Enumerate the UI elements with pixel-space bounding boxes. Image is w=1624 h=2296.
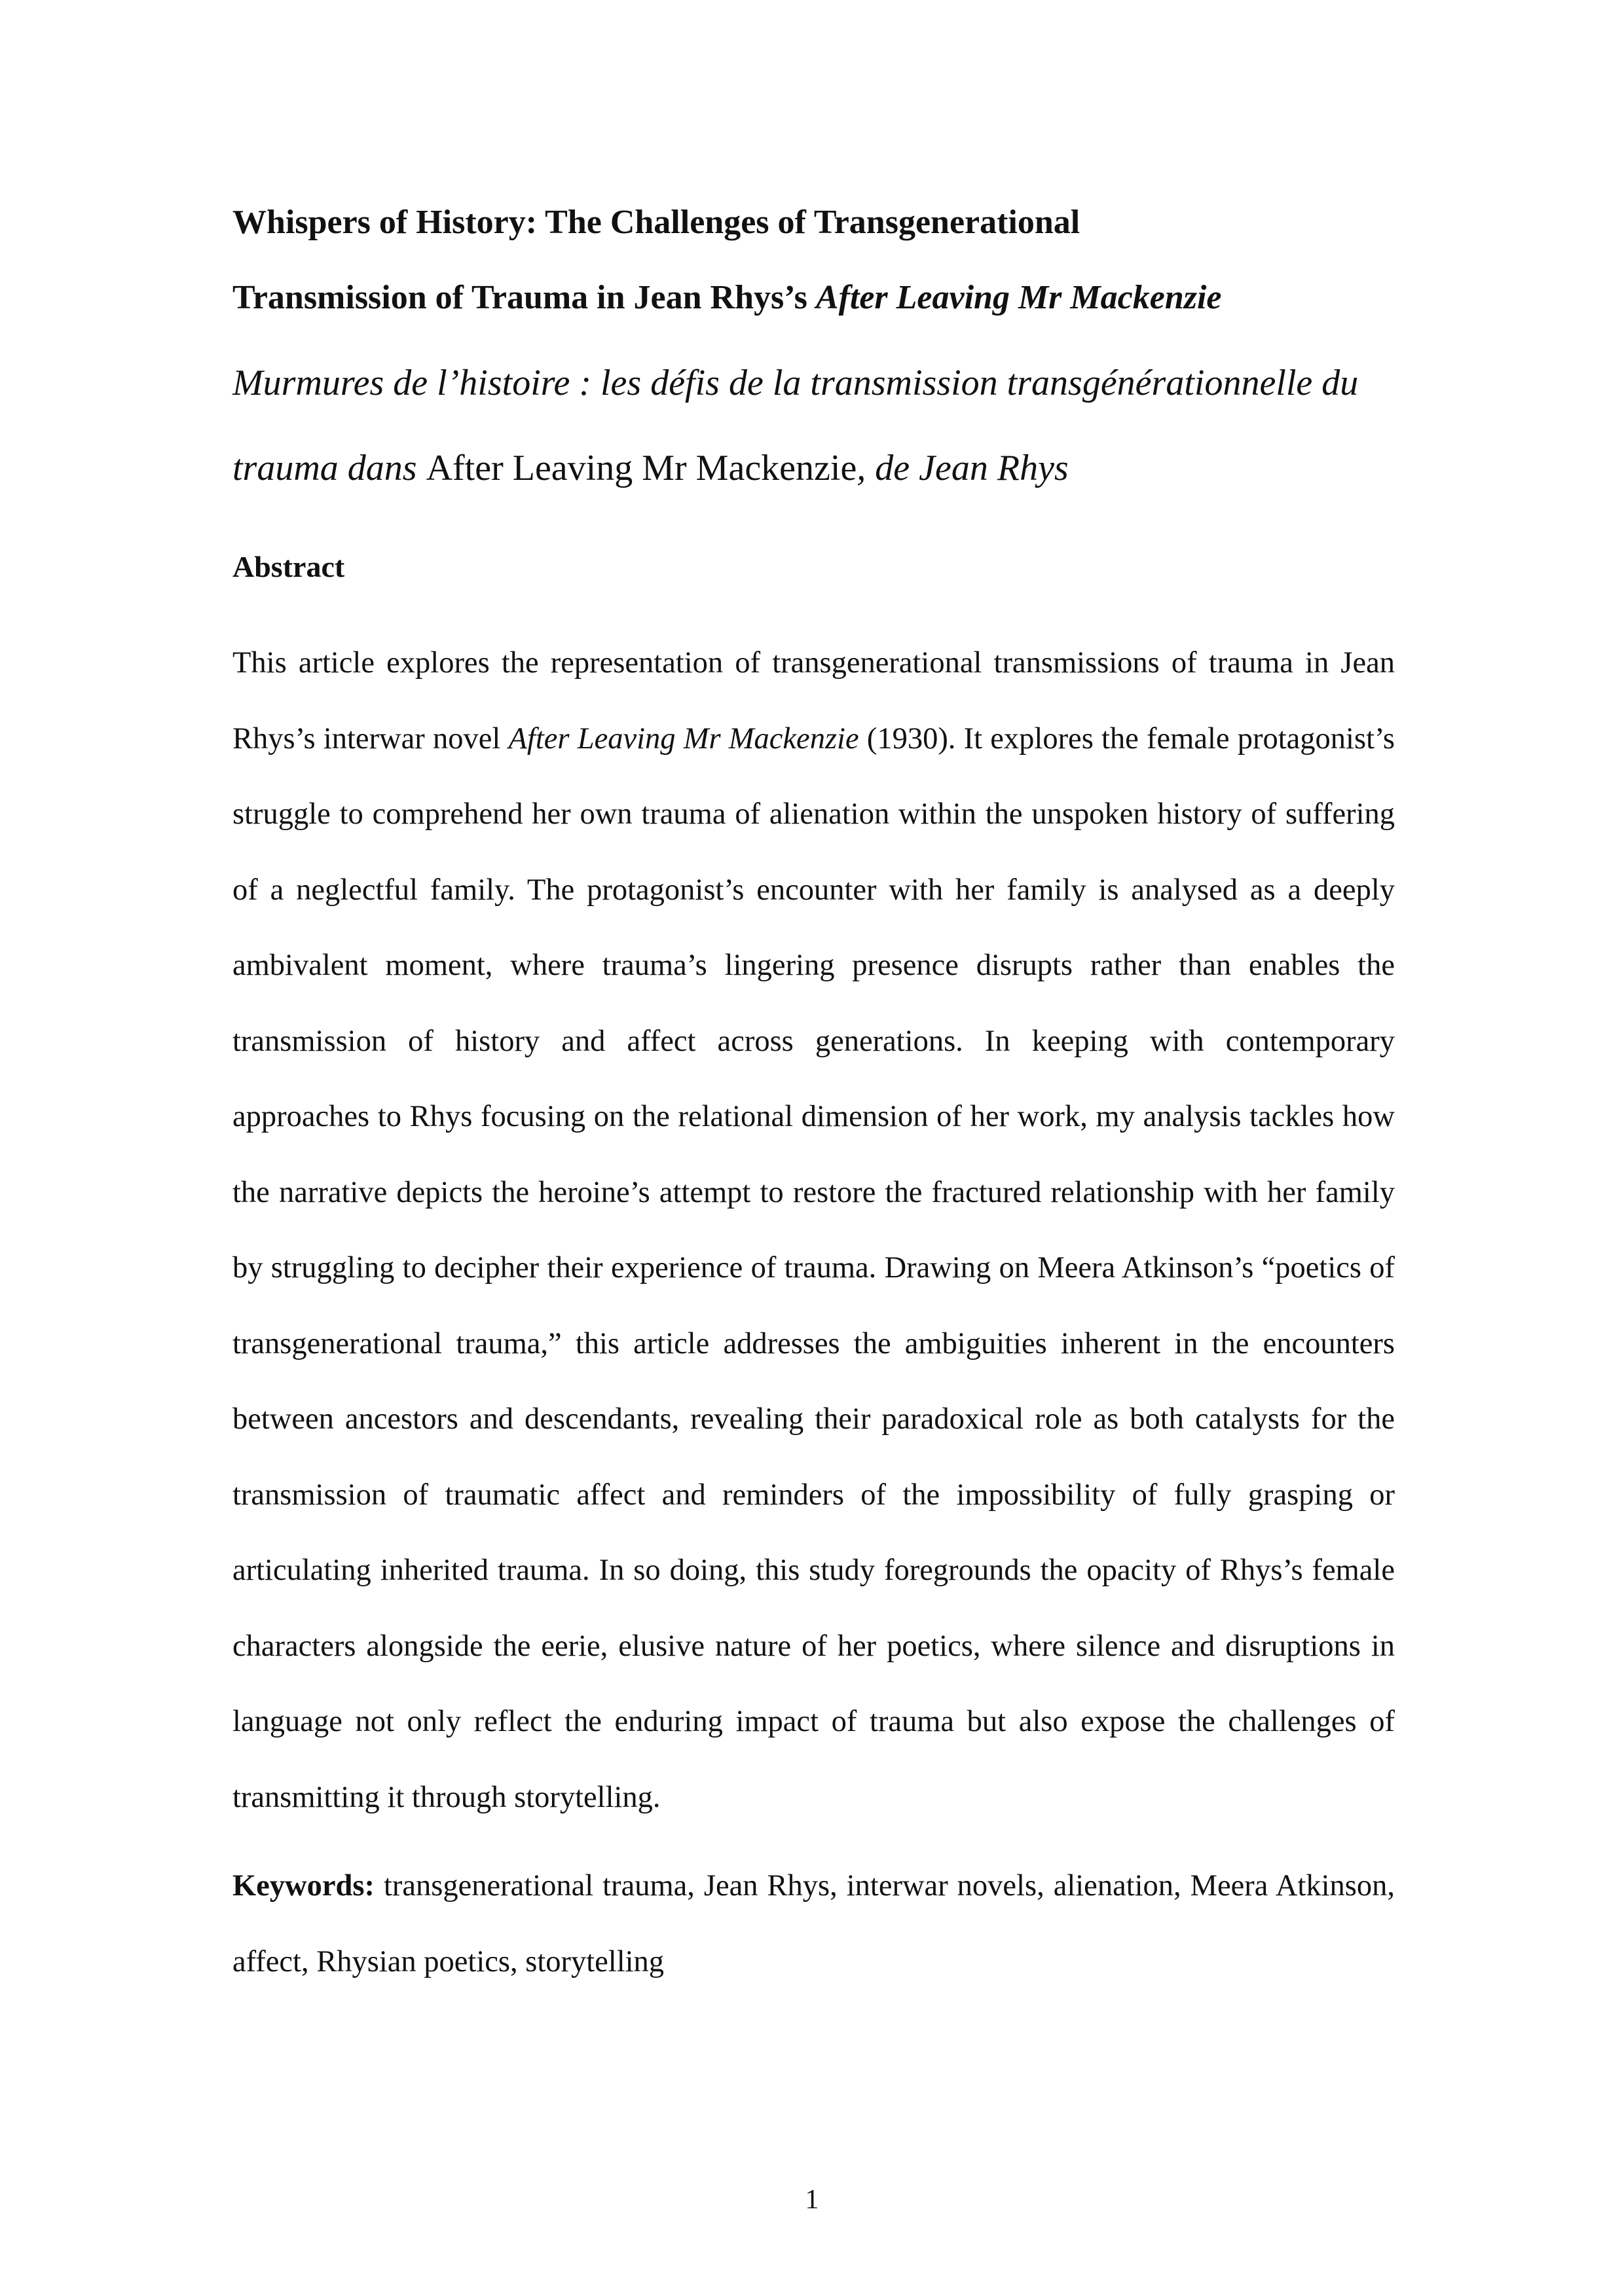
english-title-line-2: Transmission of Trauma in Jean Rhys’s xyxy=(232,279,816,316)
page-content xyxy=(232,185,1395,1999)
abstract-text-start: This article explores the representation of transgenerational transmissions of trauma in Jean Rhys’s interwar novel xyxy=(232,646,1395,756)
abstract-paragraph xyxy=(232,625,1395,1835)
abstract-work-title: After Leaving Mr Mackenzie xyxy=(508,721,859,756)
french-title-work: After Leaving Mr Mackenzie xyxy=(426,448,857,488)
keywords-list: transgenerational trauma, Jean Rhys, interwar novels, alienation, Meera Atkinson, affect, Rhysian poetics, storytelling xyxy=(232,1869,1395,1978)
abstract-heading: Abstract xyxy=(232,550,345,583)
french-title-part-1: Murmures de l’histoire : les défis de la transmission transgénérationnelle du trauma dans xyxy=(232,363,1359,488)
english-title-line-1: Whispers of History: The Challenges of Transgenerational xyxy=(232,204,1080,241)
english-title xyxy=(232,185,1395,335)
english-title-work: After Leaving Mr Mackenzie xyxy=(815,279,1222,316)
keywords-label: Keywords: xyxy=(232,1869,375,1903)
keywords-paragraph xyxy=(232,1848,1395,1999)
french-title-part-2: , de Jean Rhys xyxy=(857,448,1069,488)
abstract-text-rest: (1930). It explores the female protagonist’s struggle to comprehend her own trauma of alienation within the unspoken history of suffering of a neglectful family. The protagonist’s encounter with her family is analysed as a deeply ambivalent moment, where trauma’s lingering presence disrupts rather than enables the transmission of history and affect across generations. In keeping with contemporary approaches to Rhys focusing on the relational dimension of her work, my analysis tackles how the narrative depicts the heroine’s attempt to restore the fractured relationship with her family by struggling to decipher their experience of trauma. Drawing on Meera Atkinson’s “poetics of transgenerational trauma,” this article addresses the ambiguities inherent in the encounters between ancestors and descendants, revealing their paradoxical role as both catalysts for the transmission of traumatic affect and reminders of the impossibility of fully grasping or articulating inherited trauma. In so doing, this study foregrounds the opacity of Rhys’s female characters alongside the eerie, elusive nature of her poetics, where silence and disruptions in language not only reflect the enduring impact of trauma but also expose the challenges of transmitting it through storytelling. xyxy=(232,721,1395,1814)
french-title xyxy=(232,340,1395,511)
page-number: 1 xyxy=(805,2185,819,2215)
